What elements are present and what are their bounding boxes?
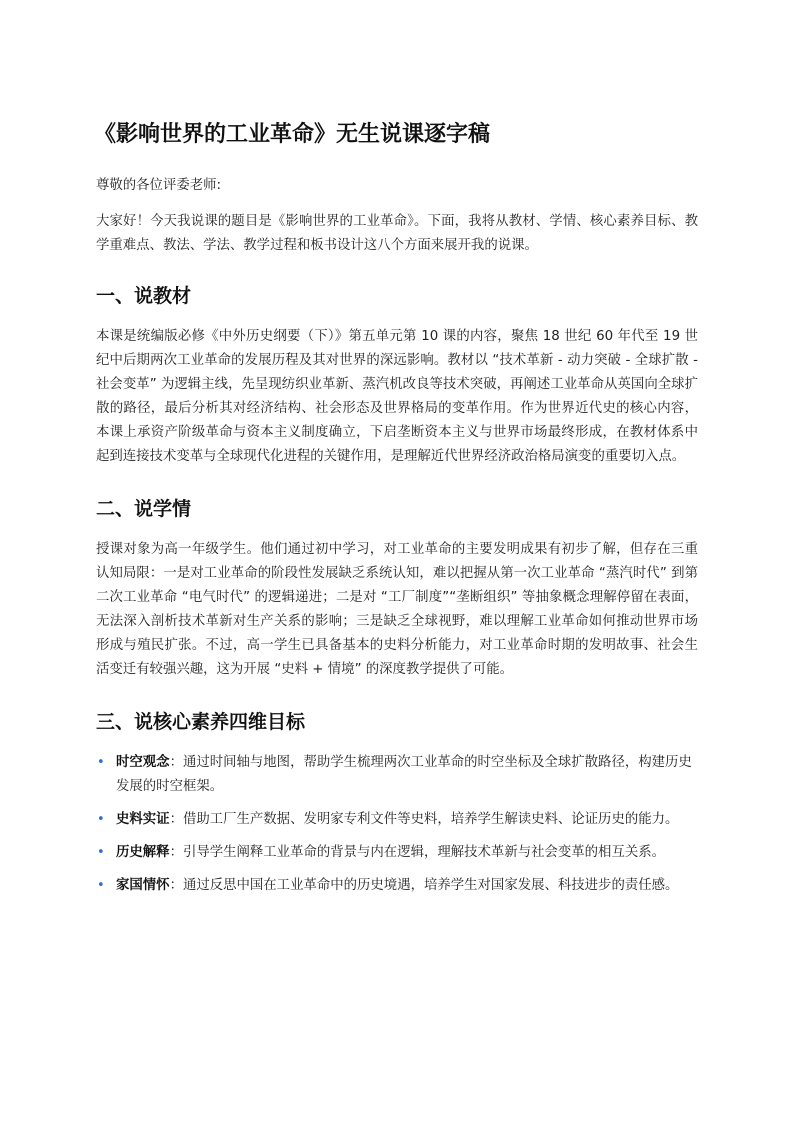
goal-item-spatiotemporal [96, 751, 698, 799]
goal-separator: ： [169, 812, 183, 827]
goal-text: 通过反思中国在工业革命中的历史境遇，培养学生对国家发展、科技进步的责任感。 [182, 878, 679, 893]
goal-item-patriotism [96, 874, 698, 898]
section-heading-teaching-material: 一、说教材 [96, 285, 192, 307]
goal-text: 借助工厂生产数据、发明家专利文件等史料，培养学生解读史料、论证历史的能力。 [182, 812, 679, 827]
goal-item-interpretation [96, 841, 698, 865]
bullet-icon: • [97, 845, 105, 860]
salutation: 尊敬的各位评委老师: [96, 178, 222, 193]
bullet-icon: • [97, 878, 105, 893]
section-body-teaching-material: 本课是统编版必修《中外历史纲要（下）》第五单元第 10 课的内容，聚焦 18 世纪 60 年代至 19 世纪中后期两次工业革命的发展历程及其对世界的深远影响。教材以 “技术革新 - 动力突破 - 全球扩散 - 社会变革” 为逻辑主线，先呈现纺织业革新、蒸汽机改良等技术突破，再阐述工业革命从英国向全球扩散的路径，最后分析其对经济结构、社会形态及世界格局的变革作用。作为世界近代史的核心内容，本课上承资产阶级革命与资本主义制度确立，下启垄断资本主义与世界市场最终形成，在教材体系中起到连接技术变革与全球现代化进程的关键作用，是理解近代世界经济政治格局演变的重要切入点。 [96, 329, 698, 464]
document-title: 《影响世界的工业革命》无生说课逐字稿 [94, 122, 491, 147]
goal-term: 时空观念 [116, 755, 170, 770]
section-heading-student-analysis: 二、说学情 [96, 498, 192, 520]
core-literacy-goal-list [96, 751, 698, 898]
goal-term: 史料实证 [116, 812, 170, 827]
section-heading-core-literacy-goals: 三、说核心素养四维目标 [96, 711, 306, 733]
goal-term: 历史解释 [116, 845, 170, 860]
goal-separator: ： [169, 845, 183, 860]
goal-item-evidence [96, 808, 698, 832]
bullet-icon: • [97, 755, 105, 770]
goal-separator: ： [169, 878, 183, 893]
goal-text: 引导学生阐释工业革命的背景与内在逻辑，理解技术革新与社会变革的相互关系。 [182, 845, 666, 860]
goal-term: 家国情怀 [116, 878, 170, 893]
goal-separator: ： [169, 755, 183, 770]
bullet-icon: • [97, 812, 105, 827]
section-body-student-analysis: 授课对象为高一年级学生。他们通过初中学习，对工业革命的主要发明成果有初步了解，但存在三重认知局限：一是对工业革命的阶段性发展缺乏系统认知，难以把握从第一次工业革命 “蒸汽时代” 到第二次工业革命 “电气时代” 的逻辑递进；二是对 “工厂制度”“垄断组织” 等抽象概念理解停留在表面，无法深入剖析技术革新对生产关系的影响；三是缺乏全球视野，难以理解工业革命如何推动世界市场形成与殖民扩张。不过，高一学生已具备基本的史料分析能力，对工业革命时期的发明故事、社会生活变迁有较强兴趣，这为开展 “史料 + 情境” 的深度教学提供了可能。 [96, 542, 698, 677]
goal-text: 通过时间轴与地图，帮助学生梳理两次工业革命的时空坐标及全球扩散路径，构建历史发展的时空框架。 [116, 755, 692, 794]
intro-paragraph: 大家好！今天我说课的题目是《影响世界的工业革命》。下面，我将从教材、学情、核心素养目标、教学重难点、教法、学法、教学过程和板书设计这八个方面来展开我的说课。 [96, 214, 698, 253]
